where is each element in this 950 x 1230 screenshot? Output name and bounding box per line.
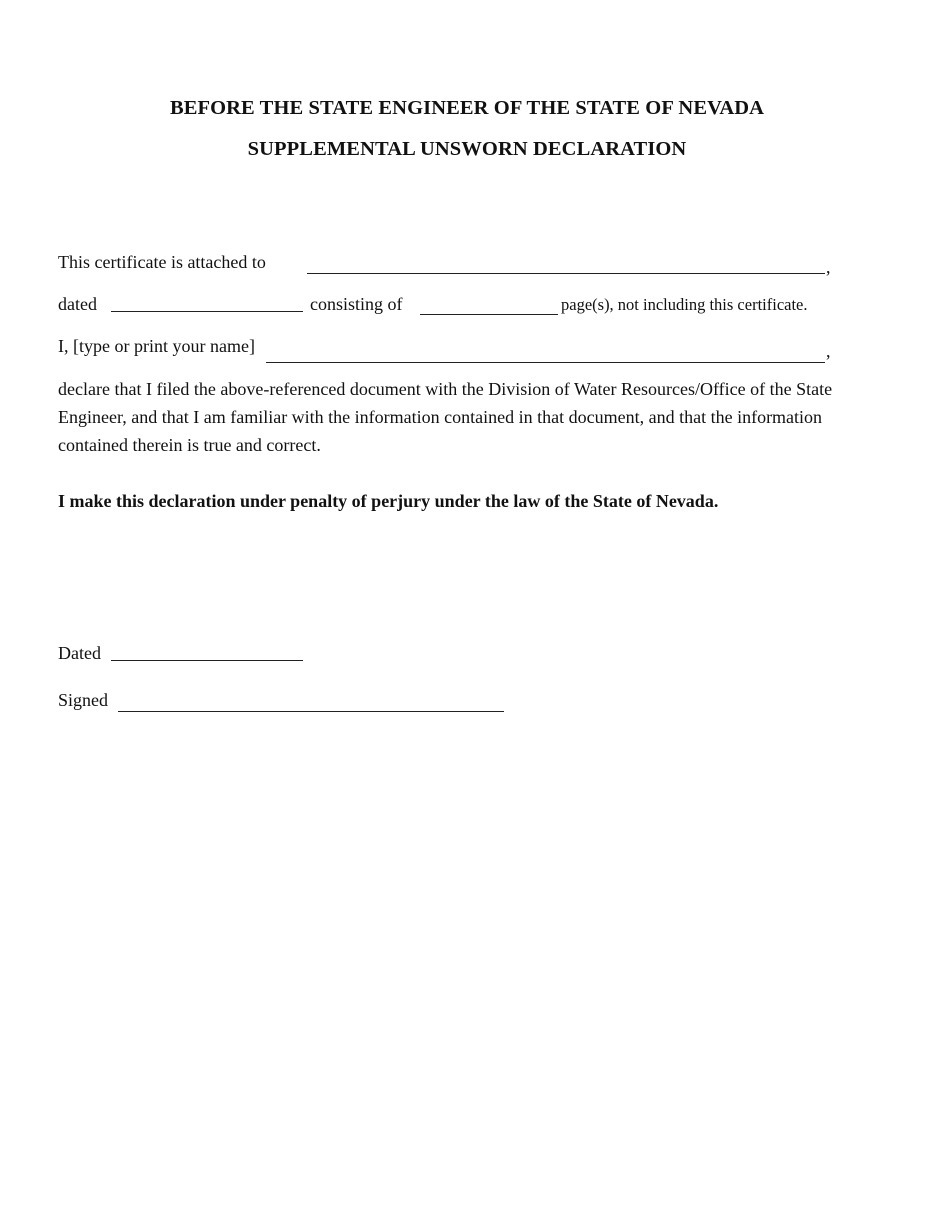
attached-to-label: This certificate is attached to xyxy=(58,252,266,272)
page-title: BEFORE THE STATE ENGINEER OF THE STATE OF NEVADA xyxy=(169,97,765,119)
signature-dated-label: Dated xyxy=(58,643,101,663)
declaration-paragraph: declare that I filed the above-referenced document with the Division of Water Resources/Office of the State Engineer, and that I am familiar with the information contained in that document, and that the information contained therein is true and correct. xyxy=(58,379,833,455)
page-count-field[interactable] xyxy=(420,314,558,315)
penalty-statement: I make this declaration under penalty of perjury under the law of the State of Nevada. xyxy=(58,491,719,511)
document-date-field[interactable] xyxy=(111,311,303,312)
dated-label: dated xyxy=(58,294,97,314)
name-comma: , xyxy=(826,341,831,361)
consisting-of-label: consisting of xyxy=(310,294,403,314)
attached-comma: , xyxy=(826,257,831,277)
signature-date-field[interactable] xyxy=(111,660,303,661)
page-subtitle: SUPPLEMENTAL UNSWORN DECLARATION xyxy=(247,138,687,160)
attached-document-field[interactable] xyxy=(307,273,825,274)
name-label: I, [type or print your name] xyxy=(58,336,255,356)
signed-label: Signed xyxy=(58,690,109,710)
declarant-name-field[interactable] xyxy=(266,362,825,363)
pages-note: page(s), not including this certificate. xyxy=(561,295,808,314)
signature-field[interactable] xyxy=(118,711,504,712)
